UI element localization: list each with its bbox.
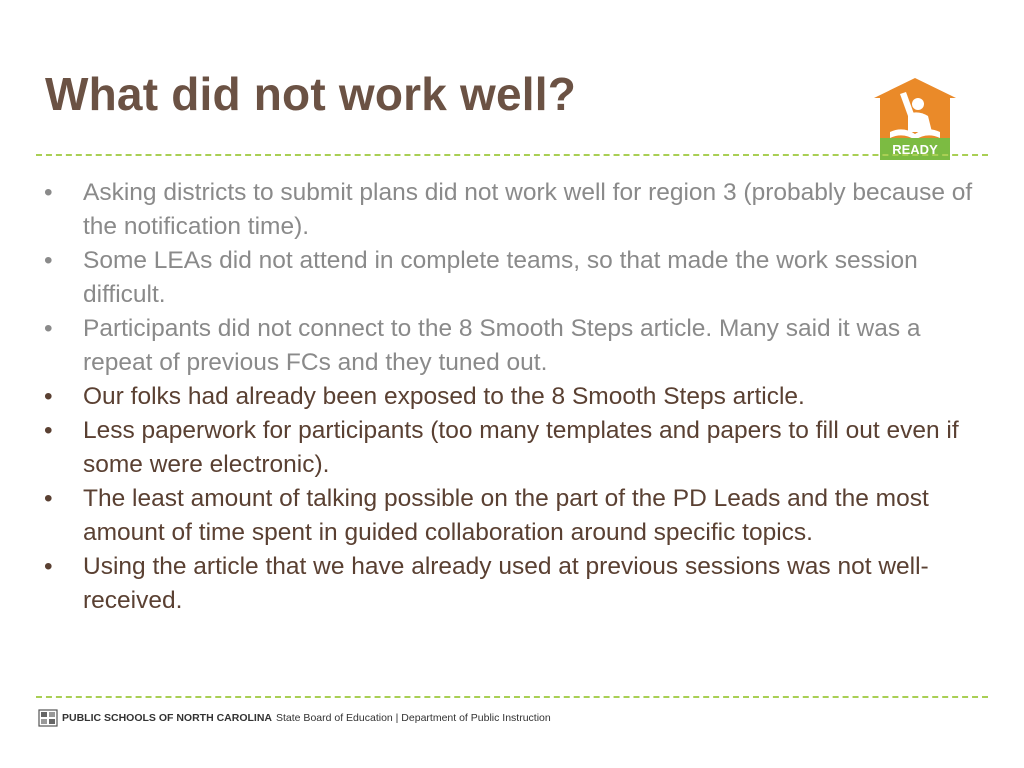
bullet-symbol: • (44, 485, 53, 512)
bullet-item (44, 176, 992, 244)
bullet-item (44, 414, 992, 482)
bullet-text: The least amount of talking possible on the part of the PD Leads and the most amount of time spent in guided collaboration around specific topics. (83, 485, 929, 546)
bullet-item (44, 244, 992, 312)
bullet-item (44, 312, 992, 380)
bullet-text: Less paperwork for participants (too many templates and papers to fill out even if some were electronic). (83, 417, 959, 478)
bottom-divider (36, 696, 988, 698)
bullet-text: Using the article that we have already used at previous sessions was not well-received. (83, 553, 929, 614)
bullet-text: Some LEAs did not attend in complete teams, so that made the work session difficult. (83, 247, 918, 308)
top-divider (36, 154, 988, 156)
bullet-symbol: • (44, 247, 53, 274)
bullet-symbol: • (44, 315, 53, 342)
bullet-text: Asking districts to submit plans did not work well for region 3 (probably because of the notification time). (83, 179, 973, 240)
bullet-symbol: • (44, 417, 53, 444)
bullet-symbol: • (44, 383, 53, 410)
bullet-text: Our folks had already been exposed to the 8 Smooth Steps article. (83, 383, 805, 410)
ready-logo-text: READY (892, 142, 938, 157)
slide-title: What did not work well? (45, 68, 577, 120)
footer-org: PUBLIC SCHOOLS OF NORTH CAROLINA (62, 712, 272, 724)
bullet-symbol: • (44, 179, 53, 206)
footer-rest: State Board of Education | Department of Public Instruction (276, 712, 551, 724)
bullet-symbol: • (44, 553, 53, 580)
bullet-item (44, 482, 992, 550)
bullet-item (44, 380, 992, 414)
nc-seal-icon (38, 709, 58, 727)
bullet-item (44, 550, 992, 618)
footer (38, 708, 551, 728)
bullet-text: Participants did not connect to the 8 Smooth Steps article. Many said it was a repeat of previous FCs and they tuned out. (83, 315, 921, 376)
bullet-list (44, 176, 992, 618)
